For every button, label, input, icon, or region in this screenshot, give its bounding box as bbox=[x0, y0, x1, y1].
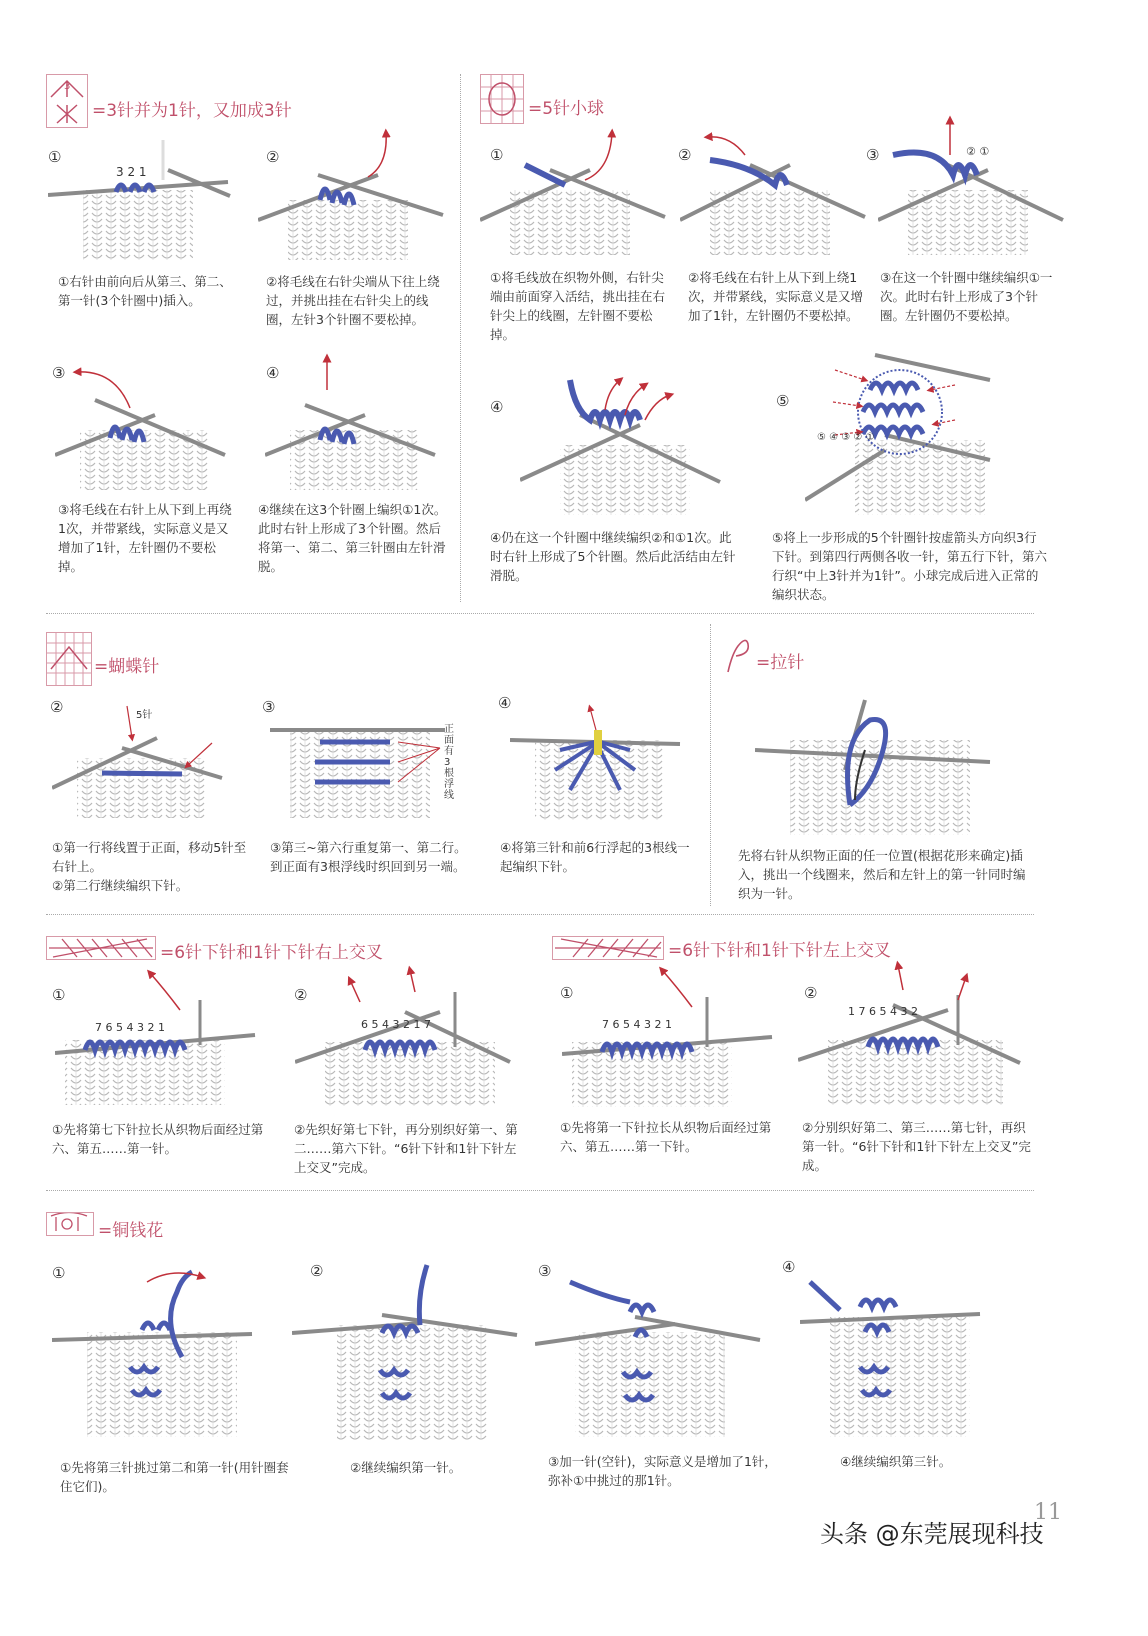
section-symbol-icon bbox=[552, 936, 664, 960]
step-number: ③ bbox=[866, 146, 880, 164]
step-caption: ①将毛线放在织物外侧，右针尖端由前面穿入活结，挑出挂在右针尖上的线圈，左针圈不要松掉。 bbox=[490, 270, 666, 342]
step-number: ② bbox=[804, 984, 818, 1002]
section-title: =铜钱花 bbox=[98, 1221, 164, 1241]
page-number: 11 bbox=[1034, 1500, 1062, 1525]
knitting-illustration bbox=[798, 955, 1026, 1110]
stitch-labels: 3 2 1 bbox=[116, 165, 147, 179]
stitch-labels: 7 6 5 4 3 2 1 bbox=[602, 1018, 672, 1031]
knitting-illustration bbox=[265, 350, 445, 495]
step-caption bbox=[52, 838, 252, 895]
step-number: ① bbox=[52, 1264, 66, 1282]
step-caption: ①先将第七下针拉长从织物后面经过第六、第五……第一针。 bbox=[52, 1122, 264, 1156]
section-symbol-icon bbox=[46, 936, 156, 960]
step-caption: ③第三~第六行重复第一、第二行。到正面有3根浮线时织回到另一端。 bbox=[270, 840, 467, 874]
section-title: =蝴蝶针 bbox=[94, 657, 160, 677]
knitting-illustration bbox=[800, 1262, 990, 1442]
step-caption: ③将毛线在右针上从下到上再绕1次，并带紧线，实际意义是又增加了1针，左针圈仍不要松掉。 bbox=[58, 502, 232, 574]
step-caption: ②继续编织第一针。 bbox=[350, 1460, 462, 1475]
step-caption: ②将毛线在右针尖端从下往上绕过，并挑出挂在右针尖上的线圈，左针3个针圈不要松掉。 bbox=[266, 274, 440, 327]
step-caption: ②分别织好第二、第三……第七针，再织第一针。“6针下针和1针下针左上交叉”完成。 bbox=[802, 1120, 1031, 1173]
step-caption: ④继续在这3个针圈上编织①1次。此时右针上形成了3个针圈。然后将第一、第二、第三针圈由左针滑脱。 bbox=[258, 502, 447, 574]
knitting-illustration bbox=[680, 125, 870, 260]
step-caption: ③在这一个针圈中继续编织①一次。此时右针上形成了3个针圈。左针圈仍不要松掉。 bbox=[880, 270, 1053, 323]
step-number: ⑤ bbox=[776, 392, 790, 410]
step-number: ① bbox=[52, 986, 66, 1004]
knitting-illustration bbox=[295, 962, 515, 1110]
step-number: ① bbox=[490, 146, 504, 164]
stitch-labels: 6 5 4 3 2 1 7 bbox=[361, 1018, 431, 1031]
knitting-illustration bbox=[480, 125, 670, 260]
section-title: =6针下针和1针下针右上交叉 bbox=[160, 943, 383, 963]
section-symbol-icon bbox=[46, 1212, 94, 1236]
step-number: ④ bbox=[490, 398, 504, 416]
section-symbol-icon bbox=[46, 74, 88, 128]
watermark: 头条 @东莞展现科技 bbox=[820, 1520, 1044, 1548]
knitting-illustration bbox=[258, 125, 448, 265]
knitting-illustration bbox=[535, 1262, 765, 1442]
knitting-illustration bbox=[55, 965, 265, 1110]
section-symbol-icon bbox=[480, 74, 524, 124]
step-caption: ①先将第三针挑过第二和第一针(用针圈套住它们)。 bbox=[60, 1460, 289, 1494]
caption-line: ①第一行将线置于正面，移动5针至右针上。 bbox=[52, 840, 247, 874]
step-caption: ④继续编织第三针。 bbox=[840, 1454, 952, 1469]
stitch-labels: 5针 bbox=[136, 710, 153, 721]
step-caption: ④将第三针和前6行浮起的3根线一起编织下针。 bbox=[500, 840, 690, 874]
section-symbol-icon bbox=[46, 632, 92, 686]
section-title: =3针并为1针，又加成3针 bbox=[92, 101, 292, 121]
pull-stitch-symbol-icon bbox=[724, 634, 752, 674]
step-number: ② bbox=[678, 146, 692, 164]
knitting-illustration bbox=[55, 360, 235, 495]
knitting-illustration bbox=[805, 340, 1015, 520]
step-number: ① bbox=[560, 984, 574, 1002]
stitch-labels: 7 6 5 4 3 2 1 bbox=[95, 1021, 165, 1034]
step-number: ④ bbox=[266, 364, 280, 382]
stitch-labels: ⑤ ④ ③ ② ① bbox=[817, 432, 875, 443]
step-number: ③ bbox=[538, 1262, 552, 1280]
step-number: ② bbox=[294, 986, 308, 1004]
knitting-illustration bbox=[520, 370, 730, 520]
knitting-illustration bbox=[755, 690, 1000, 840]
step-number: ④ bbox=[498, 694, 512, 712]
step-caption: ①先将第一下针拉长从织物后面经过第六、第五……第一下针。 bbox=[560, 1120, 772, 1154]
knitting-illustration bbox=[52, 1262, 262, 1442]
knitting-illustration bbox=[292, 1255, 522, 1445]
knitting-illustration bbox=[562, 962, 782, 1112]
stitch-labels: ② ① bbox=[966, 145, 990, 158]
step-caption: ④仍在这一个针圈中继续编织②和①1次。此时右针上形成了5个针圈。然后此活结由左针滑脱。 bbox=[490, 530, 736, 583]
step-caption: 先将右针从织物正面的任一位置(根据花形来确定)插入，挑出一个线圈来，然后和左针上的第一针同时编织为一针。 bbox=[738, 848, 1026, 901]
knitting-illustration bbox=[510, 700, 685, 825]
knitting-illustration bbox=[270, 718, 470, 823]
step-caption: ②将毛线在右针上从下到上绕1次，并带紧线，实际意义是又增加了1针，左针圈仍不要松掉。 bbox=[688, 270, 864, 323]
step-number: ② bbox=[310, 1262, 324, 1280]
caption-line: ②第二行继续编织下针。 bbox=[52, 878, 189, 893]
stitch-labels: 1 7 6 5 4 3 2 bbox=[848, 1005, 918, 1018]
knitting-illustration bbox=[52, 688, 227, 823]
section-title: =5针小球 bbox=[528, 99, 605, 119]
step-number: ① bbox=[48, 148, 62, 166]
step-caption: ⑤将上一步形成的5个针圈针按虚箭头方向织3行下针。到第四行两侧各收一针，第五行下针，第六行织“中上3针并为1针”。小球完成后进入正常的编织状态。 bbox=[772, 530, 1048, 602]
step-number: ② bbox=[50, 698, 64, 716]
step-caption: ②先织好第七下针，再分别织好第一、第二……第六下针。“6针下针和1针下针左上交叉”完成。 bbox=[294, 1122, 518, 1175]
knitting-illustration bbox=[48, 140, 238, 265]
section-symbol-label: 3 bbox=[64, 81, 71, 92]
step-number: ③ bbox=[262, 698, 276, 716]
step-number: ④ bbox=[782, 1258, 796, 1276]
section-title: =拉针 bbox=[756, 653, 805, 673]
step-number: ② bbox=[266, 148, 280, 166]
knitting-illustration bbox=[878, 115, 1068, 260]
step-number: ③ bbox=[52, 364, 66, 382]
float-annotation: 正面有3根浮线 bbox=[444, 724, 454, 801]
section-title: =6针下针和1针下针左上交叉 bbox=[668, 941, 891, 961]
step-caption: ③加一针(空针)，实际意义是增加了1针，弥补①中挑过的那1针。 bbox=[548, 1454, 777, 1488]
step-caption: ①右针由前向后从第三、第二、第一针(3个针圈中)插入。 bbox=[58, 274, 232, 308]
